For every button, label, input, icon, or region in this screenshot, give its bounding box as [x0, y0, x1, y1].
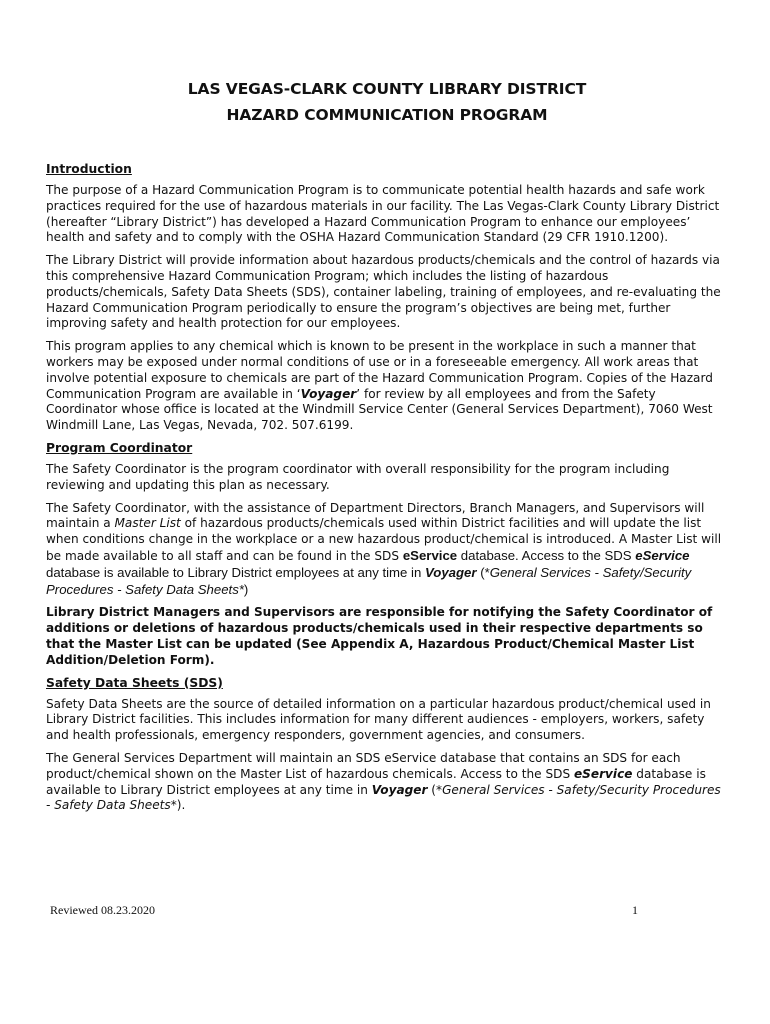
document-title-line-2: HAZARD COMMUNICATION PROGRAM: [226, 106, 548, 124]
intro-paragraph-1: The purpose of a Hazard Communication Program is to communicate potential health hazards and safe work practices required for the use of hazardous materials in our facility. The Las Vegas-Clark County Library District (hereafter “Library District”) has developed a Hazard Communication Program to enhance our employees’ health and safety and to comply with the OSHA Hazard Communication Standard (29 CFR 1910.1200).: [46, 183, 720, 245]
voyager-path: General Services - Safety/Security Procedures - Safety Data Sheets*: [46, 782, 721, 813]
text-run: database is available to Library District employees at any time in: [46, 766, 706, 797]
section-heading-safety-data-sheets: Safety Data Sheets (SDS): [46, 675, 223, 690]
intro-paragraph-2: The Library District will provide information about hazardous products/chemicals and the control of hazards via this comprehensive Hazard Communication Program; which includes the listing of hazardous products/chemicals, Safety Data Sheets (SDS), container labeling, training of employees, and re-evaluating the Hazard Communication Program periodically to ensure the program’s objectives are being met, further improving safety and health protection for our employees.: [46, 253, 721, 331]
voyager-emphasis: Voyager: [300, 386, 357, 401]
reviewed-date: Reviewed 08.23.2020: [50, 903, 155, 917]
document-title-line-1: LAS VEGAS-CLARK COUNTY LIBRARY DISTRICT: [187, 80, 587, 98]
text-run: The Safety Coordinator, with the assistance of Department Directors, Branch Managers, and Supervisors will maintain a: [46, 500, 705, 531]
voyager-emphasis: Voyager: [424, 564, 477, 580]
sds-paragraph-1: Safety Data Sheets are the source of detailed information on a particular hazardous product/chemical used in Library District facilities. This includes information for many different audiences - employers, workers, safety and health professionals, emergency responders, government agencies, and consumers.: [46, 696, 711, 743]
text-run: of hazardous products/chemicals used within District facilities and will update the list when conditions change in the workplace or a new hazardous product/chemical is introduced. A Master List will be made available to all staff and can be found in the SDS: [46, 516, 722, 563]
text-run: database. Access to the SDS: [457, 547, 636, 563]
text-run: ’ for review by all employees and from the Safety Coordinator whose office is located at the Windmill Service Center (General Services Department), 7060 West Windmill Lane, Las Vegas, Nevada, 702. 507.6199.: [46, 386, 713, 433]
intro-paragraph-3: [46, 339, 728, 434]
master-list-emphasis: Master List: [114, 516, 181, 531]
text-run: (*: [476, 564, 490, 580]
text-run: ): [243, 581, 249, 597]
text-run: ).: [176, 798, 186, 813]
text-run: (*: [427, 782, 443, 797]
section-heading-program-coordinator: Program Coordinator: [46, 440, 193, 455]
eservice-emphasis: eService: [635, 547, 690, 563]
sds-paragraph-2: [46, 751, 728, 814]
section-heading-introduction: Introduction: [46, 162, 132, 176]
coordinator-paragraph-3: Library District Managers and Supervisors are responsible for notifying the Safety Coordinator of additions or deletions of hazardous products/chemicals used in their respective departments so that the Master List can be updated (See Appendix A, Hazardous Product/Chemical Master List Addition/Deletion Form).: [46, 605, 713, 667]
text-run: database is available to Library District employees at any time in: [46, 564, 425, 580]
voyager-emphasis: Voyager: [371, 782, 428, 797]
eservice-emphasis: eService: [573, 766, 633, 781]
coordinator-paragraph-1: The Safety Coordinator is the program coordinator with overall responsibility for the program including reviewing and updating this plan as necessary.: [46, 461, 670, 492]
document-body: [46, 162, 728, 821]
text-run: This program applies to any chemical which is known to be present in the workplace in such a manner that workers may be exposed under normal conditions of use or in a foreseeable emergency. All work areas that involve potential exposure to chemicals are part of the Hazard Communication Program. Copies of the Hazard Communication Program are available in ‘: [46, 339, 713, 401]
eservice-emphasis: eService: [402, 547, 458, 563]
coordinator-paragraph-2: [46, 501, 728, 599]
voyager-path: General Services - Safety/Security Procedures - Safety Data Sheets*: [46, 564, 692, 597]
page-number: 1: [632, 903, 638, 917]
text-run: The General Services Department will maintain an SDS eService database that contains an SDS for each product/chemical shown on the Master List of hazardous chemicals. Access to the SDS: [46, 750, 681, 781]
